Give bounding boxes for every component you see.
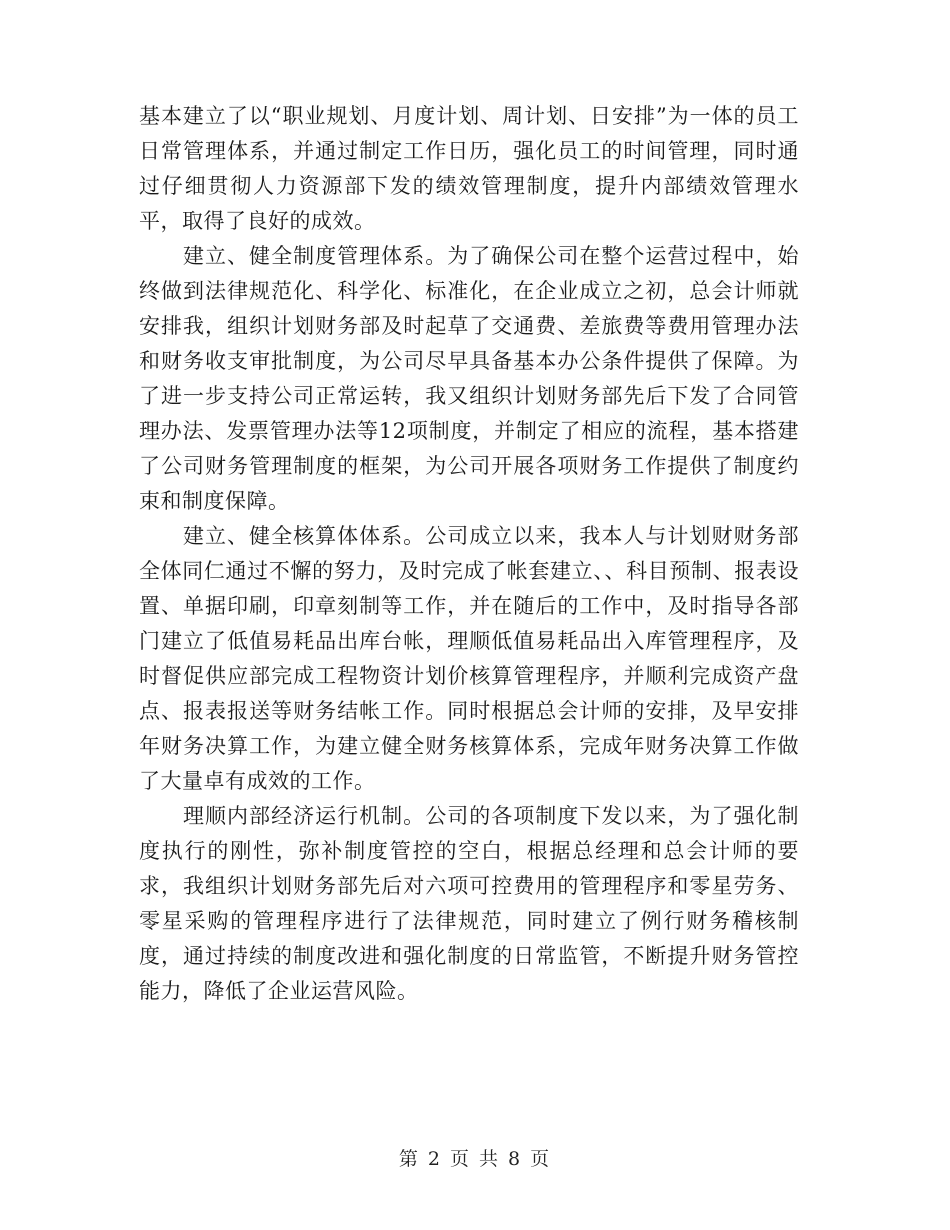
paragraph-institution-system: 建立、健全制度管理体系。为了确保公司在整个运营过程中，始终做到法律规范化、科学化、标准化，在企业成立之初，总会计师就安排我，组织计划财务部及时起草了交通费、差旅费等费用管理办法和财务收支审批制度，为公司尽早具备基本办公条件提供了保障。为了进一步支持公司正常运转，我又组织计划财务部先后下发了合同管理办法、发票管理办法等12项制度，并制定了相应的流程，基本搭建了公司财务管理制度的框架，为公司开展各项财务工作提供了制度约束和制度保障。 — [139, 244, 799, 513]
page-number-footer: 第 2 页 共 8 页 — [398, 1148, 552, 1170]
paragraph-continuation: 基本建立了以“职业规划、月度计划、周计划、日安排”为一体的员工日常管理体系，并通过制定工作日历，强化员工的时间管理，同时通过仔细贯彻人力资源部下发的绩效管理制度，提升内部绩效管理水平，取得了良好的成效。 — [139, 104, 799, 233]
paragraph-accounting-system: 建立、健全核算体体系。公司成立以来，我本人与计划财财务部全体同仁通过不懈的努力，及时完成了帐套建立、、科目预制、报表设置、单据印刷，印章刻制等工作，并在随后的工作中，及时指导各部门建立了低值易耗品出库台帐，理顺低值易耗品出入库管理程序，及时督促供应部完成工程物资计划价核算管理程序，并顺利完成资产盘点、报表报送等财务结帐工作。同时根据总会计师的安排，及早安排年财务决算工作，为建立健全财务核算体系，完成年财务决算工作做了大量卓有成效的工作。 — [139, 524, 799, 793]
paragraph-economic-mechanism: 理顺内部经济运行机制。公司的各项制度下发以来，为了强化制度执行的刚性，弥补制度管控的空白，根据总经理和总会计师的要求，我组织计划财务部先后对六项可控费用的管理程序和零星劳务、零星采购的管理程序进行了法律规范，同时建立了例行财务稽核制度，通过持续的制度改进和强化制度的日常监管，不断提升财务管控能力，降低了企业运营风险。 — [139, 804, 799, 1003]
document-body — [139, 99, 799, 1009]
